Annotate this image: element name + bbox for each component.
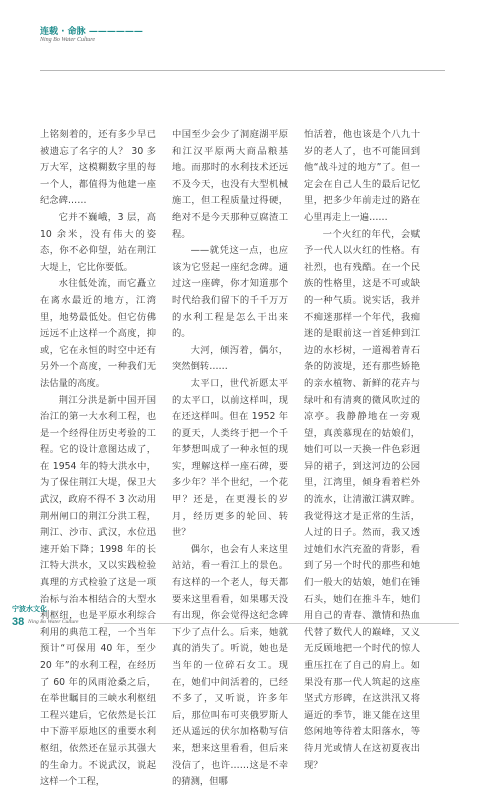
footer-subtitle: Ning Bo Water Culture — [28, 619, 79, 625]
paragraph: 太平口，世代祈愿太平的太平口，以前这样叫，现在还这样叫。但在 1952 年的夏天，人类终于把一个千年梦想叫成了一种永恒的现实，理解这样一座石碑，要多少年？半个世纪，一个花甲？还是，在更漫长的岁月，经历更多的轮回、转世？ — [172, 377, 288, 539]
paragraph: 一个火红的年代，会赋予一代人以火红的性格。有社烈，也有残酷。在一个民族的性格里，这是不可或缺的一种气质。说实话，我并不痴迷那样一个年代，我痴迷的是眼前这一首延伸到江边的水杉树，一道褐着青石条的防波堤，还有那些娇艳的亲水植物、新鲜的花卉与绿叶和有清爽的微风吹过的凉亭。我静静地在一旁观望，真羡慕现在的姑娘们，她们可以一天换一件色彩迥异的裙子，到这河边的公园里，江湾里，倾身看着栏外的流水，让清澈江满双眸。我觉得这才是正常的生活，人过的日子。然而，我又透过她们水汽充盈的背影，看到了另一个时代的那些和她们一般大的姑娘，她们在锤石头，她们在推斗车，她们用自己的青春、激情和热血代替了数代人的巅峰，又义无反顾地把一个时代的惊人重压扛在了自己的肩上。如果没有那一代人筑起的这座坚式方形碑，在这洪汛又将逼近的季节，谁又能在这里悠闲地等待着太阳落水，等待月光或情人在这初夏夜出现？ — [304, 228, 420, 771]
paragraph: 怕活着，他也该是个八九十岁的老人了，也不可能回到他“战斗过的地方”了。但一定会在自己人生的最后记忆里，把多少年前走过的路在心里再走上一遍…… — [304, 129, 420, 223]
page-header — [40, 24, 460, 54]
page-footer — [0, 604, 480, 644]
page-number: 38 — [12, 616, 25, 628]
article-column-3 — [304, 127, 420, 771]
footer-magazine-name: 宁波水文化 — [12, 605, 47, 613]
paragraph: 偶尔，也会有人来这里站站，看一看江上的景色。有这样的一个老人，每天都要来这里看看，如果哪天没有出现，你会觉得这纪念碑下少了点什么。后来，她就真的消失了。听说，她也是当年的一位碎石女工。现在，她们中间活着的，已经不多了，又听说，许多年后，那位叫布可夹俄罗斯人还从遥远的伏尔加格勒写信来，想来这里看看，但后来没信了，也许……这是不幸的猜测，但哪 — [172, 543, 288, 788]
paragraph: ——就凭这一点，也应该为它竖起一座纪念碑。通过这一座碑，你才知道那个时代给我们留下的千千万万的水利工程是怎么干出来的。 — [172, 245, 288, 340]
section-tag: 连载 · 命脉 —————— — [40, 27, 143, 37]
paragraph: 中国至少会少了洞庭湖平原和江汉平原两大商品粮基地。而那时的水利技术还远不及今天，也没有大型机械施工，但工程质量过得硬，绝对不是今天那种豆腐渣工程。 — [172, 129, 288, 240]
paragraph: 它并不巍峨，3 层，高 10 余米，没有伟大的姿态，你不必仰望，站在荆江大堤上，它比你要低。 — [40, 211, 156, 273]
article-column-2 — [172, 127, 288, 788]
section-subtitle: Ning Bo Water Culture — [40, 37, 96, 43]
paragraph: 上铭刻着的，还有多少早已被遗忘了名字的人？ 30 多万大军，这模糊数字里的每一个人，都值得为他建一座纪念碑…… — [40, 129, 156, 207]
footer-divider — [104, 623, 459, 624]
paragraph: 大河，倾泻着，偶尔，突然倒转…… — [172, 344, 288, 373]
header-divider — [40, 70, 445, 71]
paragraph: 荆江分洪是新中国开国治江的第一大水利工程，也是一个经得住历史考验的工程。它的设计意图达成了，在 1954 年的特大洪水中，为了保住荆江大堤，保卫大武汉，政府不得不 3 次动用荆州闸口的荆江分洪工程，荆江、沙市、武汉，水位迅速开始下降；1998 年的长江特大洪水，又以实践检验真理的方式检验了这是一项治标与治本相结合的大型水利枢纽，也是平原水利综合利用的典范工程，一个当年预计“可保用 40 年，至少 20 年”的水利工程，在经历了 60 年的风雨沧桑之后，在举世瞩目的三峡水利枢纽工程兴建后，它依然是长江中下游平原地区的重要水利枢纽，依然还在显示其强大的生命力。不说武汉，说起这样一个工程， — [40, 394, 156, 788]
paragraph: 水往低处流，而它矗立在离水最近的地方，江湾里，地势最低处。但它仿佛远远不止这样一个高度，抑或，它在永恒的时空中还有另外一个高度，一种我们无法估量的高度。 — [40, 278, 156, 389]
